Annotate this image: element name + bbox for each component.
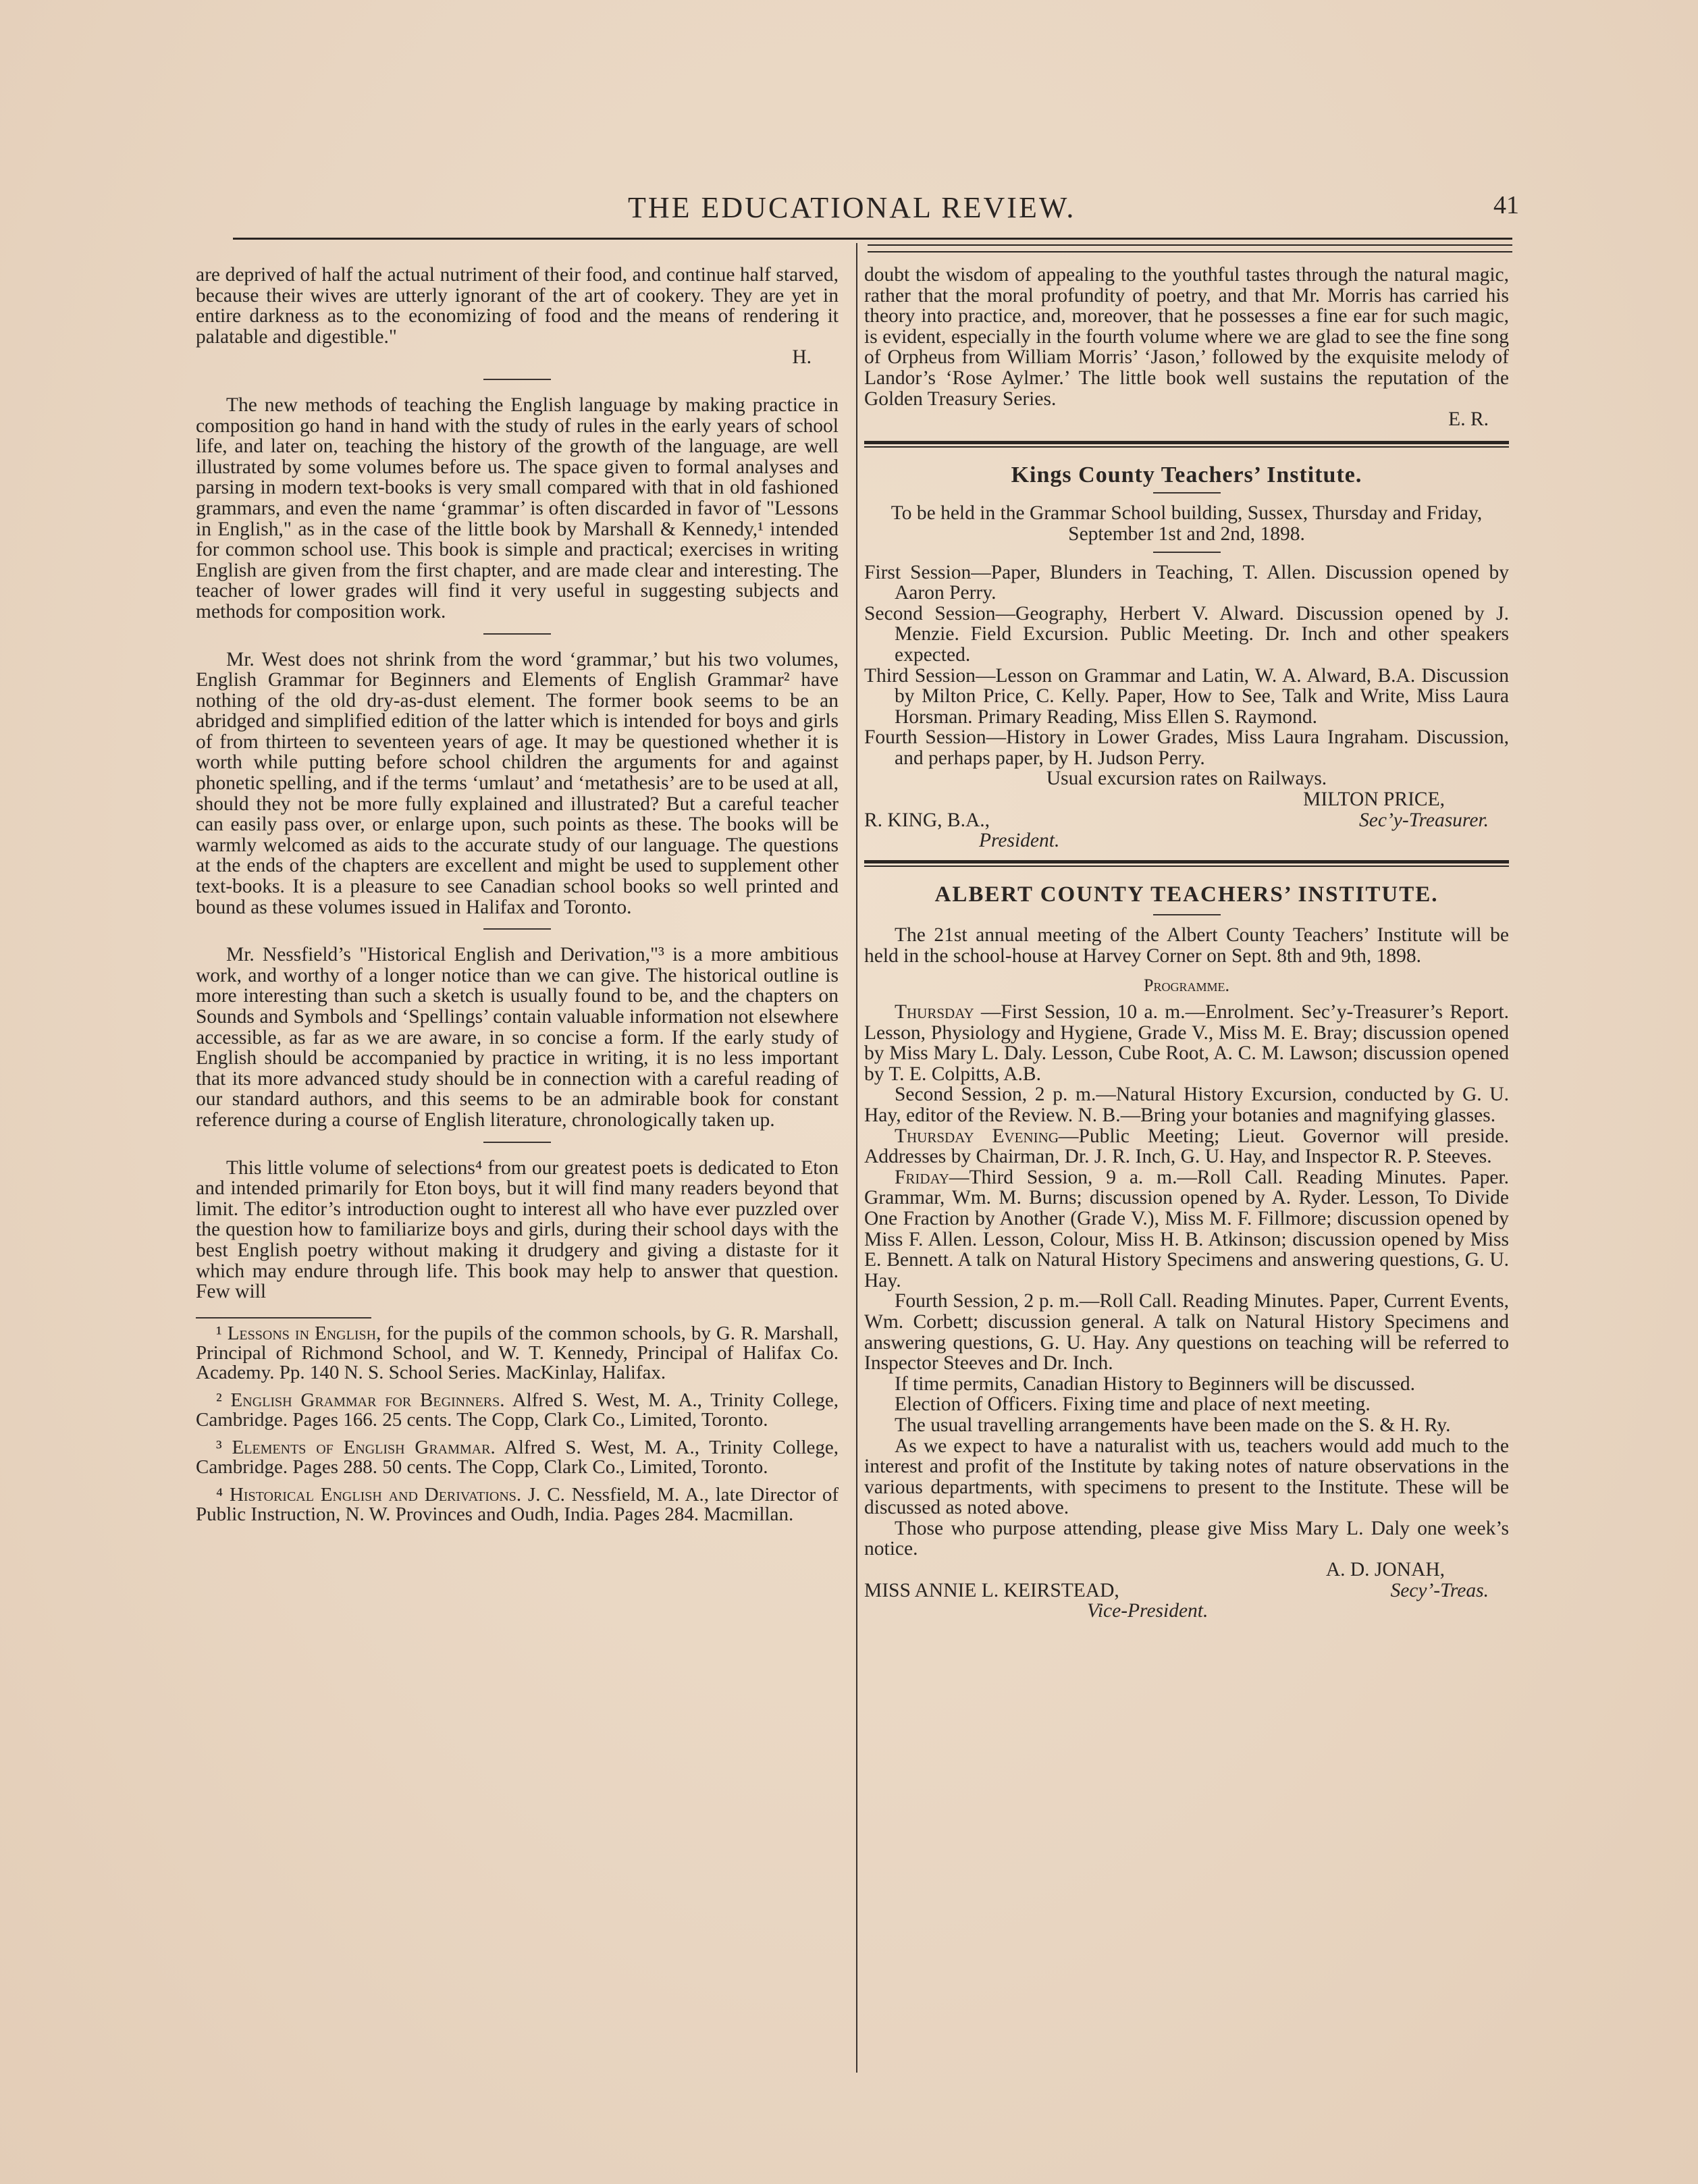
footnote-3: ³ Elements of English Grammar. Alfred S. West, M. A., Trinity College, Cambridge. Pages 288. 50 cents. The Copp, Clark Co., Limited, Toronto. [196,1436,839,1478]
albert-item-3: Thursday Evening—Public Meeting; Lieut. Governor will preside. Addresses by Chairman, Dr. J. R. Inch, G. U. Hay, and Inspector R. P. Steeves. [864,1125,1510,1168]
albert-item-9: As we expect to have a naturalist with us, teachers would add much to the interest and profit of the Institute by taking notes of nature observations in the various departments, with specimens to present to the Institute. These will be discussed as noted above. [864,1435,1509,1519]
albert-sig-name-right: A. D. JONAH, [1325,1559,1445,1581]
albert-item-10: Those who purpose attending, please give Miss Mary L. Daly one week’s notice. [864,1517,1509,1560]
kings-session-1: First Session—Paper, Blunders in Teaching, T. Allen. Discussion opened by Aaron Perry. [864,561,1509,604]
kings-signatures [864,810,1509,852]
section-rule-thin [864,446,1509,448]
albert-signatures [864,1580,1509,1622]
section-rule-thin [864,865,1509,867]
footnote-rule [196,1317,371,1319]
review-nessfield: Mr. Nessfield’s "Historical English and Derivation,"³ is a more ambitious work, and worthy of a longer notice than we can give. The historical outline is more interesting than such a sketch is usually found to be, and the chapters on Sounds and Symbols and ‘Spellings’ contain valuable information not elsewhere accessible, as far as we are aware, in so concise a form. If the early study of English should be accompanied by practice in writing, it is no less important that its more advanced study should be in connection with a careful reading of our standard authors, and this seems to be an admirable book for constant reference during a course of English literature, chronologically taken up. [196,944,839,1131]
review-selections: This little volume of selections⁴ from our greatest poets is dedicated to Eton and intended primarily for Eton boys, but it will find many readers beyond that limit. The editor’s introduction ought to interest all who have ever puzzled over the question how to familiarize boys and girls, during their school days with the best English poetry without making it drudgery and giving a distaste for it which may endure through life. This book may help to answer that question. Few will [196,1156,839,1303]
footnote-2: ² English Grammar for Beginners. Alfred S. West, M. A., Trinity College, Cambridge. Pages 166. 25 cents. The Copp, Clark Co., Limited, Toronto. [196,1389,839,1431]
footnotes [196,1324,839,1524]
footnote-4: ⁴ Historical English and Derivations. J. C. Nessfield, M. A., late Director of Public Instruction, N. W. Provinces and Oudh, India. Pages 284. Macmillan. [196,1483,839,1525]
right-column [864,265,1509,1622]
albert-item-8: The usual travelling arrangements have been made on the S. & H. Ry. [895,1414,1451,1436]
header-rule [233,238,1512,240]
paragraph-signature: E. R. [1448,408,1489,431]
kings-county-heading: Kings County Teachers’ Institute. [1011,462,1362,487]
footnote-1: ¹ Lessons in English, for the pupils of the common schools, by G. R. Marshall, Principal of Richmond School, and W. T. Kennedy, Principal of Halifax Co. Academy. Pp. 140 N. S. School Series. MacKinlay, Halifax. [196,1322,839,1383]
separator [1153,492,1221,494]
review-lessons-in-english: The new methods of teaching the English language by making practice in composition go hand in hand with the study of rules in the early years of school life, and later on, teaching the history of the growth of the language, are well illustrated by some volumes before us. The space given to formal analyses and parsing in modern text-books is very small compared with that in old fashioned grammars, and even the name ‘grammar’ is often discarded in favor of "Lessons in English," as in the case of the little book by Marshall & Kennedy,¹ intended for common school use. This book is simple and practical; exercises in writing English are given from the first chapter, and are made clear and interesting. The teacher of lower grades will find it very useful in suggesting subjects and methods for composition work. [196,394,839,622]
page-number: 41 [1493,191,1519,219]
albert-intro: The 21st annual meeting of the Albert County Teachers’ Institute will be held in the school-house at Harvey Corner on Sept. 8th and 9th, 1898. [864,924,1509,967]
programme-label: Programme. [1144,976,1229,996]
column-divider [856,243,857,2073]
running-header [223,190,1519,231]
kings-sig-title-right: Sec’y-Treasurer. [1359,809,1489,831]
paragraph-signature: H. [792,346,812,369]
separator [483,379,551,380]
kings-sig-name-right: MILTON PRICE, [1303,789,1445,811]
albert-sig-title-right: Secy’-Treas. [1390,1579,1489,1601]
header-rule-double-1 [868,244,1512,246]
paragraph-continued: doubt the wisdom of appealing to the youthful tastes through the natural magic, rather that the moral profundity of poetry, and that Mr. Morris has carried his theory into practice, and, moreover, that he possesses a fine ear for such magic, is evident, especially in the fourth volume where we are glad to see the fine song of Orpheus from William Morris’ ‘Jason,’ followed by the exquisite melody of Landor’s ‘Rose Aylmer.’ The little book well sustains the reputation of the Golden Treasury Series. [864,264,1509,410]
separator [1153,914,1221,915]
kings-session-2: Second Session—Geography, Herbert V. Alward. Discussion opened by J. Menzie. Field Excursion. Public Meeting. Dr. Inch and other speakers expected. [864,602,1509,666]
albert-item-4: Friday—Third Session, 9 a. m.—Roll Call. Reading Minutes. Paper. Grammar, Wm. M. Burns; discussion opened by A. Ryder. Lesson, To Divide One Fraction by Another (Grade V.), Miss M. F. Fillmore; discussion opened by Miss F. Allen. Lesson, Colour, Miss H. B. Atkinson; discussion opened by Miss E. Bennett. A talk on Natural History Specimens and answering questions, G. U. Hay. [864,1166,1509,1291]
kings-session-3: Third Session—Lesson on Grammar and Latin, W. A. Alward, B.A. Discussion by Milton Price, C. Kelly. Paper, How to See, Talk and Write, Miss Laura Horsman. Primary Reading, Miss Ellen S. Raymond. [864,664,1509,728]
kings-rates: Usual excursion rates on Railways. [1046,768,1327,790]
separator [483,633,551,635]
separator [483,928,551,930]
review-west-grammar: Mr. West does not shrink from the word ‘grammar,’ but his two volumes, English Grammar for Beginners and Elements of English Grammar² have nothing of the old dry-as-dust element. The former book seems to be an abridged and simplified edition of the latter which is intended for boys and girls of from thirteen to seventeen years of age. It may be questioned whether it is worth while putting before school children the arguments for and against phonetic spelling, and if the terms ‘umlaut’ and ‘metathesis’ are to be used at all, should they not be more fully explained and illustrated? But a careful teacher can easily pass over, or enlarge upon, such points as these. The books will be warmly welcomed as aids to the accurate study of our language. The questions at the ends of the chapters are excellent and might be used to supplement other text-books. It is a pleasure to see Canadian school books so well printed and bound as these volumes issued in Halifax and Toronto. [196,648,839,918]
section-rule [864,860,1509,863]
section-rule [864,441,1509,444]
albert-item-2: Second Session, 2 p. m.—Natural History Excursion, conducted by G. U. Hay, editor of the Review. N. B.—Bring your botanies and magnifying glasses. [864,1084,1509,1126]
left-column [196,265,839,1533]
journal-title: THE EDUCATIONAL REVIEW. [628,191,1076,224]
header-rule-double-2 [868,251,1512,252]
kings-intro: To be held in the Grammar School building, Sussex, Thursday and Friday, September 1st and 2nd, 1898. [891,502,1483,545]
albert-sig-name-left: MISS ANNIE L. KEIRSTEAD, Vice-President. [864,1579,1209,1622]
separator [483,1142,551,1143]
albert-item-7: Election of Officers. Fixing time and place of next meeting. [895,1393,1371,1416]
albert-county-heading: ALBERT COUNTY TEACHERS’ INSTITUTE. [934,882,1439,907]
albert-item-5: Fourth Session, 2 p. m.—Roll Call. Reading Minutes. Paper, Current Events, Wm. Corbett; discussion general. A talk on Natural History Specimens and answering questions, G. U. Hay. Any questions on teaching will be referred to Inspector Steeves and Dr. Inch. [864,1290,1509,1375]
kings-sig-name-left: R. KING, B.A., President. [864,809,1060,852]
albert-item-1: Thursday —First Session, 10 a. m.—Enrolment. Sec’y-Treasurer’s Report. Lesson, Physiology and Hygiene, Grade V., Miss M. E. Bray; discussion opened by Miss Mary L. Daly. Lesson, Cube Root, A. C. M. Lawson; discussion opened by T. E. Colpitts, A.B. [864,1001,1509,1085]
paragraph-continued: are deprived of half the actual nutriment of their food, and continue half starved, because their wives are utterly ignorant of the art of cookery. They are yet in entire darkness as to the economizing of food and the means of rendering it palatable and digestible." [196,264,839,348]
separator [1153,552,1221,553]
kings-session-4: Fourth Session—History in Lower Grades, Miss Laura Ingraham. Discussion, and perhaps paper, by H. Judson Perry. [864,726,1509,769]
albert-item-6: If time permits, Canadian History to Beginners will be discussed. [895,1373,1415,1395]
